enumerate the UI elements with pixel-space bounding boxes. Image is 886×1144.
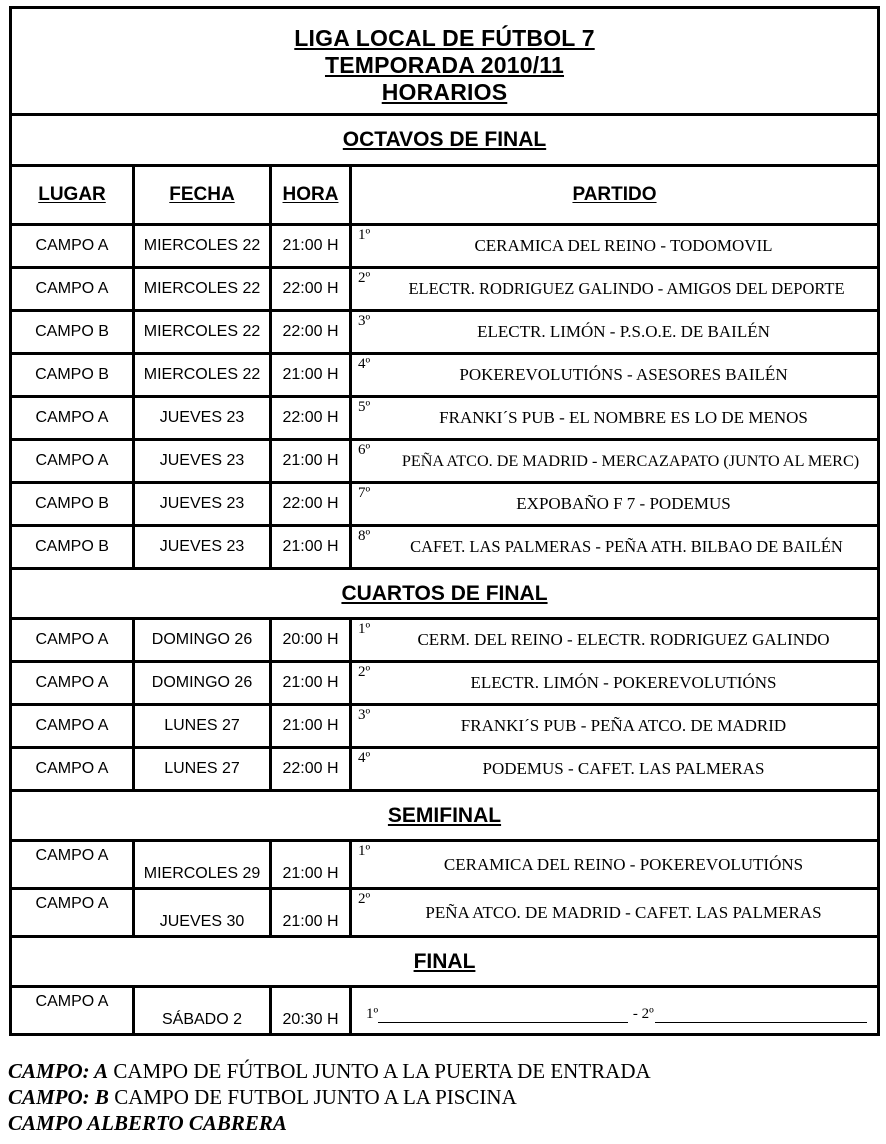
cell-partido [351,483,879,526]
cell-hora: 20:30 H [271,987,351,1035]
match-ordinal: 1º [358,843,371,859]
cell-fecha: MIERCOLES 22 [134,268,271,311]
cell-fecha: SÁBADO 2 [134,987,271,1035]
cell-lugar: CAMPO A [11,225,134,268]
cell-hora: 20:00 H [271,619,351,662]
table-row [11,619,879,662]
cell-partido [351,397,879,440]
cell-lugar: CAMPO A [11,987,134,1035]
table-row [11,987,879,1035]
match-ordinal: 3º [358,707,371,723]
table-row [11,889,879,937]
column-header-hora: HORA [271,166,351,225]
match-label: ELECTR. LIMÓN - P.S.O.E. DE BAILÉN [477,322,770,341]
cell-lugar: CAMPO A [11,397,134,440]
table-row [11,748,879,791]
cell-hora: 21:00 H [271,662,351,705]
table-row [11,526,879,569]
cell-partido [351,841,879,889]
table-row [11,225,879,268]
match-label: PEÑA ATCO. DE MADRID - MERCAZAPATO (JUNTO AL MERC) [401,451,860,470]
note-campo-a-key: CAMPO: A [8,1059,109,1083]
final-ordinal-second: - 2º [629,1005,654,1022]
column-header-lugar: LUGAR [11,166,134,225]
round-banner-row-octavos [11,115,879,166]
cell-fecha: JUEVES 23 [134,397,271,440]
match-ordinal: 5º [358,399,371,415]
match-label: POKEREVOLUTIÓNS - ASESORES BAILÉN [459,365,788,384]
table-row [11,483,879,526]
round-title-final: FINAL [11,937,879,987]
cell-fecha: LUNES 27 [134,748,271,791]
cell-lugar: CAMPO A [11,841,134,889]
match-label: PEÑA ATCO. DE MADRID - CAFET. LAS PALMERAS [425,902,822,922]
match-ordinal: 1º [358,621,371,637]
cell-hora: 21:00 H [271,526,351,569]
match-label: CAFET. LAS PALMERAS - PEÑA ATH. BILBAO DE BAILÉN [410,537,843,556]
match-ordinal: 1º [358,227,371,243]
match-label: EXPOBAÑO F 7 - PODEMUS [516,494,731,513]
note-campo-a-value: CAMPO DE FÚTBOL JUNTO A LA PUERTA DE ENTRADA [108,1059,651,1083]
cell-lugar: CAMPO B [11,311,134,354]
match-label: FRANKI´S PUB - EL NOMBRE ES LO DE MENOS [439,408,808,427]
cell-lugar: CAMPO B [11,483,134,526]
final-blank-line-first [378,1010,628,1023]
cell-lugar: CAMPO A [11,619,134,662]
cell-partido [351,440,879,483]
table-row [11,397,879,440]
round-title-cuartos: CUARTOS DE FINAL [11,569,879,619]
match-ordinal: 6º [358,442,371,458]
cell-fecha: MIERCOLES 22 [134,311,271,354]
match-label: ELECTR. LIMÓN - POKEREVOLUTIÓNS [470,673,777,692]
cell-partido-final [351,987,879,1035]
title-line-1: LIGA LOCAL DE FÚTBOL 7 [294,25,595,51]
match-ordinal: 2º [358,891,371,907]
round-banner-row-cuartos [11,569,879,619]
match-ordinal: 4º [358,750,371,766]
match-label: CERM. DEL REINO - ELECTR. RODRIGUEZ GALINDO [417,630,830,649]
cell-hora: 22:00 H [271,397,351,440]
cell-hora: 21:00 H [271,889,351,937]
cell-lugar: CAMPO A [11,705,134,748]
match-ordinal: 3º [358,313,371,329]
table-row [11,662,879,705]
cell-fecha: DOMINGO 26 [134,662,271,705]
cell-hora: 21:00 H [271,841,351,889]
table-row [11,311,879,354]
note-campo-b [8,1084,878,1110]
match-ordinal: 2º [358,270,371,286]
table-row [11,354,879,397]
cell-lugar: CAMPO A [11,748,134,791]
table-row [11,841,879,889]
cell-partido [351,268,879,311]
cell-partido [351,748,879,791]
column-header-partido: PARTIDO [351,166,879,225]
note-campo-b-key: CAMPO: B [8,1085,109,1109]
final-blank-line-second [655,1010,867,1023]
cell-hora: 21:00 H [271,440,351,483]
table-row [11,268,879,311]
cell-hora: 21:00 H [271,705,351,748]
cell-hora: 22:00 H [271,268,351,311]
cell-lugar: CAMPO A [11,889,134,937]
cell-lugar: CAMPO B [11,354,134,397]
column-header-fecha: FECHA [134,166,271,225]
cell-partido [351,705,879,748]
match-label: ELECTR. RODRIGUEZ GALINDO - AMIGOS DEL DEPORTE [408,279,845,298]
cell-fecha: JUEVES 23 [134,440,271,483]
match-ordinal: 4º [358,356,371,372]
cell-fecha: JUEVES 30 [134,889,271,937]
title-line-3: HORARIOS [381,79,508,105]
note-campo-b-value: CAMPO DE FUTBOL JUNTO A LA PISCINA [108,1085,517,1109]
cell-fecha: JUEVES 23 [134,526,271,569]
column-header-row [11,166,879,225]
cell-lugar: CAMPO A [11,268,134,311]
match-ordinal: 2º [358,664,371,680]
cell-partido [351,311,879,354]
title-line-2: TEMPORADA 2010/11 [324,52,565,78]
final-ordinal-first: 1º [366,1005,379,1022]
cell-partido [351,662,879,705]
match-label: CERAMICA DEL REINO - TODOMOVIL [474,236,773,255]
schedule-table [9,6,880,1036]
match-label: CERAMICA DEL REINO - POKEREVOLUTIÓNS [443,854,804,874]
round-banner-row-final [11,937,879,987]
match-label: FRANKI´S PUB - PEÑA ATCO. DE MADRID [460,716,787,735]
cell-lugar: CAMPO A [11,440,134,483]
round-title-octavos: OCTAVOS DE FINAL [11,115,879,166]
cell-fecha: LUNES 27 [134,705,271,748]
match-label: PODEMUS - CAFET. LAS PALMERAS [482,759,765,778]
cell-partido [351,889,879,937]
cell-partido [351,225,879,268]
cell-partido [351,354,879,397]
table-row [11,705,879,748]
round-banner-row-semifinal [11,791,879,841]
match-ordinal: 8º [358,528,371,544]
cell-lugar: CAMPO B [11,526,134,569]
cell-hora: 21:00 H [271,225,351,268]
cell-partido [351,619,879,662]
footer-notes [8,1058,878,1136]
cell-fecha: MIERCOLES 29 [134,841,271,889]
cell-hora: 22:00 H [271,311,351,354]
cell-hora: 22:00 H [271,483,351,526]
cell-partido [351,526,879,569]
cell-fecha: JUEVES 23 [134,483,271,526]
document-title [11,8,879,115]
cell-fecha: DOMINGO 26 [134,619,271,662]
round-title-semifinal: SEMIFINAL [11,791,879,841]
cell-hora: 22:00 H [271,748,351,791]
note-campo-alberto-cabrera: CAMPO ALBERTO CABRERA [8,1111,287,1135]
cell-fecha: MIERCOLES 22 [134,354,271,397]
match-ordinal: 7º [358,485,371,501]
cell-lugar: CAMPO A [11,662,134,705]
cell-hora: 21:00 H [271,354,351,397]
title-row [11,8,879,115]
cell-fecha: MIERCOLES 22 [134,225,271,268]
table-row [11,440,879,483]
note-campo-a [8,1058,878,1084]
